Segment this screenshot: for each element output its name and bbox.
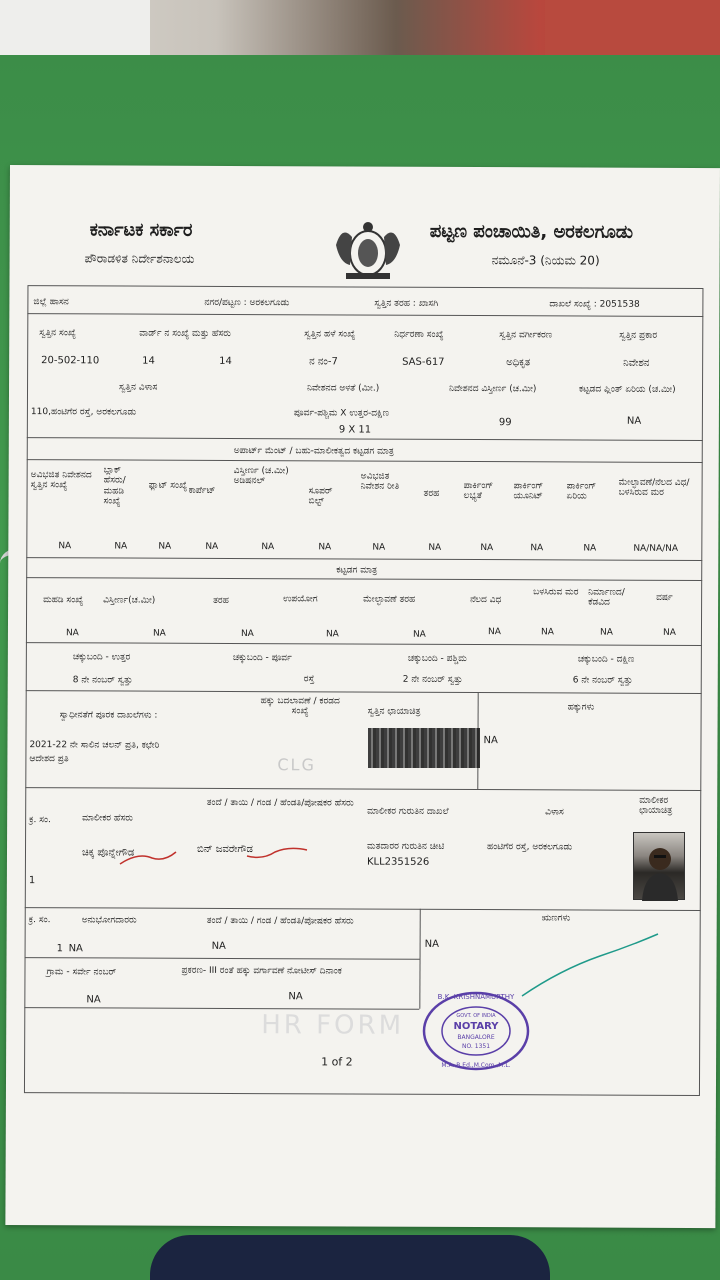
property-document bbox=[5, 165, 720, 1228]
department-name: ಪೌರಾಡಳಿತ ನಿರ್ದೇಶನಾಲಯ bbox=[84, 251, 195, 266]
survey-value: NA bbox=[86, 994, 101, 1006]
site-area-label: ನಿವೇಶನದ ವಿಸ್ತೀರ್ಣ (ಚ.ಮೀ) bbox=[449, 383, 537, 395]
notary-name: B.K. KRISHNAMURTHY bbox=[437, 993, 515, 1001]
transfer-label: ಹಕ್ಕು ಬದಲಾವಣೆ / ಕರಡದ ಸಂಖ್ಯೆ bbox=[260, 696, 340, 717]
apartment-header: ಕಾರ್ಪೆಟ್ bbox=[188, 485, 216, 496]
building-header: ಬಳಸಿರುವ ಮರ bbox=[533, 587, 579, 598]
owner-id-number: KLL2351526 bbox=[366, 856, 430, 868]
apartment-value: NA bbox=[530, 543, 544, 554]
owner-photo-label: ಮಾಲೀಕರ ಛಾಯಾಚಿತ್ರ bbox=[639, 795, 673, 817]
notary-seal-icon bbox=[420, 990, 532, 1072]
site-dimension-label: ನಿವೇಶನದ ಅಳತೆ (ಮೀ.) bbox=[307, 383, 380, 394]
property-kind-label: ಸ್ವತ್ತಿನ ಪ್ರಕಾರ bbox=[619, 330, 658, 341]
occupant-relation: NA bbox=[211, 940, 226, 952]
apartment-value: NA bbox=[205, 541, 219, 552]
building-header: ನೆಲದ ವಿಧ bbox=[470, 595, 502, 606]
owner-name-label: ಮಾಲೀಕರ ಹೆಸರು bbox=[82, 813, 133, 824]
occupant-name: NA bbox=[68, 943, 83, 955]
supporting-docs-label: ಸ್ವಾಧೀನತೆಗೆ ಪೂರಕ ದಾಖಲೆಗಳು : bbox=[59, 710, 158, 721]
owner-address-label: ವಿಳಾಸ bbox=[545, 807, 564, 818]
notary-govt: GOVT. OF INDIA bbox=[456, 1013, 496, 1019]
built-area-label: ಕಟ್ಟಡದ ಪ್ಲಿಂತ್ ಏರಿಯ (ಚ.ಮೀ) bbox=[579, 384, 676, 395]
apartment-value: NA bbox=[261, 542, 275, 553]
north-boundary-label: ಚಕ್ಕುಬಂದಿ - ಉತ್ತರ bbox=[72, 652, 131, 663]
occupant-serial: 1 bbox=[56, 943, 63, 955]
owner-relation: ಬಿನ್ ಜವರೇಗೌಡ bbox=[196, 843, 253, 856]
record-number-label: ದಾಖಲೆ ಸಂಖ್ಯೆ : 2051538 bbox=[549, 299, 640, 310]
apartment-value: NA bbox=[372, 542, 386, 553]
notary-reg: NO. 1351 bbox=[461, 1043, 491, 1050]
apartment-value: NA bbox=[583, 543, 597, 554]
old-number-label: ಸ್ವತ್ತಿನ ಹಳೆ ಸಂಖ್ಯೆ bbox=[304, 329, 356, 340]
signature-mark bbox=[245, 842, 310, 862]
apartment-value: NA/NA/NA bbox=[633, 543, 679, 554]
building-value: NA bbox=[65, 628, 79, 639]
classification: ಅಧಿಕೃತ bbox=[506, 357, 531, 369]
signature-mark bbox=[118, 848, 178, 868]
watermark: HR FORM bbox=[261, 1010, 405, 1041]
east-boundary-label: ಚಕ್ಕುಬಂದಿ - ಪೂರ್ವ bbox=[232, 652, 292, 664]
notice-label: ಪ್ರಕರಣ- III ರಂತೆ ಹಕ್ಕು ವರ್ಗಾವಣೆ ನೋಟೀಸ್ ದಿನಾಂಕ bbox=[181, 965, 342, 977]
building-header: ನಿರ್ಮಾಣದ/ ಕೆಡವಿದ bbox=[588, 587, 625, 608]
owner-id-type: ಮತದಾರರ ಗುರುತಿನ ಚೀಟಿ bbox=[367, 841, 445, 852]
building-header: ಮೇಲ್ಛಾವಣೆ ತರಹ bbox=[363, 594, 416, 605]
building-header: ವರ್ಷ bbox=[656, 592, 673, 603]
background-cloth bbox=[150, 1235, 550, 1280]
apartment-header: ಸೂಪರ್ ಬಿಲ್ಟ್ bbox=[308, 486, 333, 507]
karnataka-emblem-icon bbox=[328, 215, 408, 285]
site-dimension: 9 X 11 bbox=[338, 424, 372, 436]
old-number: ನ ನಂ-7 bbox=[309, 356, 338, 368]
built-area: NA bbox=[626, 415, 642, 427]
west-boundary-label: ಚಕ್ಕುಬಂದಿ - ಪಶ್ಚಿಮ bbox=[407, 653, 467, 664]
building-value: NA bbox=[540, 627, 554, 638]
form-name: ನಮೂನೆ-3 (ನಿಯಮ 20) bbox=[491, 253, 600, 268]
direction: ಪೂರ್ವ-ಪಶ್ಚಿಮ X ಉತ್ತರ-ದಕ್ಷಿಣ bbox=[293, 408, 390, 419]
property-photo-label: ಸ್ವತ್ತಿನ ಛಾಯಾಚಿತ್ರ bbox=[367, 706, 421, 717]
apartment-value: NA bbox=[158, 541, 172, 552]
property-number-label: ಸ್ವತ್ತಿನ ಸಂಖ್ಯೆ bbox=[39, 328, 77, 339]
apartment-header: ಅವಿಭಜಿತ ನಿವೇಶನದ ಸ್ವತ್ತಿನ ಸಂಖ್ಯೆ bbox=[30, 470, 92, 491]
owner-serial-label: ಕ್ರ. ಸಂ. bbox=[29, 815, 51, 826]
survey-label: ಗ್ರಾಮ - ಸರ್ವೇ ನಂಬರ್ bbox=[46, 967, 117, 978]
background-red-object bbox=[545, 0, 720, 60]
apartment-header: ಪಾರ್ಕಿಂಗ್ ಏರಿಯ bbox=[566, 481, 597, 502]
property-photo bbox=[368, 728, 480, 768]
building-header: ತರಹ bbox=[213, 595, 229, 606]
notary-title: NOTARY bbox=[453, 1021, 499, 1032]
east-boundary: ರಸ್ತೆ bbox=[303, 674, 315, 685]
building-header: ಮಹಡಿ ಸಂಖ್ಯೆ bbox=[43, 595, 84, 606]
site-area: 99 bbox=[498, 417, 512, 429]
property-kind: ನಿವೇಶನ bbox=[623, 357, 650, 369]
state-name: ಕರ್ನಾಟಕ ಸರ್ಕಾರ bbox=[89, 219, 193, 241]
supporting-docs-value: ಆದೇಶದ ಪ್ರತಿ bbox=[29, 754, 69, 765]
apartment-value: NA bbox=[318, 542, 332, 553]
west-boundary: 2 ನೇ ನಂಬರ್ ಸ್ವತ್ತು bbox=[402, 674, 463, 685]
owner-address: ಹಂಟಿಗೆರ ರಸ್ತೆ, ಅರಕಲಗೂಡು bbox=[487, 842, 573, 853]
apartment-header: ತರಹ bbox=[423, 488, 440, 499]
notary-signature bbox=[520, 930, 660, 1000]
charges-value: NA bbox=[424, 938, 439, 950]
rights-value: NA bbox=[483, 735, 498, 747]
charges-label: ಋಣಗಳು bbox=[541, 913, 571, 924]
apartment-header: ಅವಿಭಜಿತ ನಿವೇಶನ ರೀತಿ bbox=[360, 471, 400, 493]
property-type-label: ಸ್ವತ್ತಿನ ತರಹ : ಖಾಸಗಿ bbox=[374, 298, 439, 309]
apartment-header: ಪಾರ್ಕಿಂಗ್ ಯೂನಿಟ್ bbox=[513, 481, 544, 502]
assessment-number-label: ನಿರ್ಧರಣಾ ಸಂಖ್ಯೆ bbox=[394, 329, 444, 340]
apartment-value: NA bbox=[480, 543, 494, 554]
building-value: NA bbox=[487, 627, 501, 638]
north-boundary: 8 ನೇ ನಂಬರ್ ಸ್ವತ್ತು bbox=[72, 675, 133, 686]
notary-degrees: M.A.,B.Ed.,M.Com.,M.L. bbox=[441, 1062, 511, 1069]
building-header: ವಿಸ್ತೀರ್ಣ(ಚ.ಮೀ) bbox=[103, 595, 156, 606]
ward-name: 14 bbox=[219, 355, 232, 367]
apartment-value: NA bbox=[114, 541, 128, 552]
address-label: ಸ್ವತ್ತಿನ ವಿಳಾಸ bbox=[119, 382, 158, 393]
apartment-title: ಅಪಾರ್ಟ್ ಮೆಂಟ್ / ಬಹು-ಮಾಲೀಕತ್ವದ ಕಟ್ಟಡಗ ಮಾತ್ರ bbox=[233, 445, 394, 457]
apartment-value: NA bbox=[428, 542, 442, 553]
building-value: NA bbox=[240, 629, 254, 640]
apartment-header: ಪಾರ್ಕಿಂಗ್ ಲಭ್ಯತೆ bbox=[463, 480, 494, 502]
apartment-header: ಬ್ಲಾಕ್ ಹೆಸರು/ ಮಹಡಿ ಸಂಖ್ಯೆ bbox=[103, 465, 126, 507]
south-boundary-label: ಚಕ್ಕುಬಂದಿ - ದಕ್ಷಿಣ bbox=[577, 654, 635, 665]
photo-mark: CLG bbox=[277, 755, 316, 775]
assessment-number: SAS-617 bbox=[402, 356, 445, 368]
town-panchayat-name: ಪಟ್ಟಣ ಪಂಚಾಯಿತಿ, ಅರಕಲಗೂಡು bbox=[429, 220, 634, 243]
apartment-value: NA bbox=[58, 541, 72, 552]
property-number: 20-502-110 bbox=[41, 355, 100, 367]
classification-label: ಸ್ವತ್ತಿನ ವರ್ಗೀಕರಣ bbox=[499, 330, 553, 341]
owner-relation-label: ತಂದೆ / ತಾಯಿ / ಗಂಡ / ಹೆಂಡತಿ/ಪೋಷಕರ ಹೆಸರು bbox=[206, 797, 354, 809]
occupant-relation-label: ತಂದೆ / ತಾಯಿ / ಗಂಡ / ಹೆಂಡತಿ/ಪೋಷಕರ ಹೆಸರು bbox=[206, 915, 354, 927]
owner-name: ಚಿಕ್ಕ ಪೊನ್ನೇಗೌಡ bbox=[81, 847, 135, 859]
rights-label: ಹಕ್ಕುಗಳು bbox=[567, 702, 595, 713]
property-address: 110,ಹಂಟಿಗೆರ ರಸ್ತೆ, ಅರಕಲಗೂಡು bbox=[30, 407, 137, 418]
page-number: 1 of 2 bbox=[321, 1055, 353, 1069]
building-value: NA bbox=[412, 629, 426, 640]
occupant-name-label: ಅನುಭೋಗದಾರರು bbox=[81, 915, 137, 926]
building-value: NA bbox=[152, 628, 166, 639]
ward-label: ವಾರ್ಡ್ ನ ಸಂಖ್ಯೆ ಮತ್ತು ಹೆಸರು bbox=[139, 328, 231, 339]
building-value: NA bbox=[325, 629, 339, 640]
district-label: ಜಿಲ್ಲೆ ಹಾಸನ bbox=[33, 297, 69, 308]
notary-place: BANGALORE bbox=[457, 1034, 495, 1041]
apartment-header: ವಿಸ್ತೀರ್ಣ (ಚ.ಮೀ) ಅಡಿಷನಲ್ bbox=[233, 465, 289, 487]
owner-serial: 1 bbox=[28, 875, 36, 887]
building-value: NA bbox=[599, 627, 613, 638]
apartment-header: ಫ್ಲಾಟ್ ಸಂಖ್ಯೆ bbox=[148, 480, 188, 491]
ward-number: 14 bbox=[142, 355, 155, 367]
town-label: ನಗರ/ಪಟ್ಟಣ : ಅರಕಲಗೂಡು bbox=[204, 297, 290, 309]
building-header: ಉಪಯೋಗ bbox=[283, 594, 318, 605]
owner-photo bbox=[633, 832, 685, 900]
building-value: NA bbox=[662, 627, 676, 638]
supporting-docs-value: 2021-22 ನೇ ಸಾಲಿನ ಚಲನ್ ಪ್ರತಿ, ಕಛೇರಿ bbox=[29, 740, 160, 751]
building-title: ಕಟ್ಟಡಗ ಮಾತ್ರ bbox=[336, 565, 378, 576]
occupant-serial-label: ಕ್ರ. ಸಂ. bbox=[28, 915, 51, 926]
owner-id-label: ಮಾಲೀಕರ ಗುರುತಿನ ದಾಖಲೆ bbox=[367, 806, 449, 817]
south-boundary: 6 ನೇ ನಂಬರ್ ಸ್ವತ್ತು bbox=[572, 675, 633, 686]
notice-value: NA bbox=[288, 991, 303, 1003]
apartment-header: ಮೇಲ್ಛಾವಣೆ/ನೆಲದ ವಿಧ/ಬಳಸಿರುವ ಮರ bbox=[618, 477, 690, 499]
